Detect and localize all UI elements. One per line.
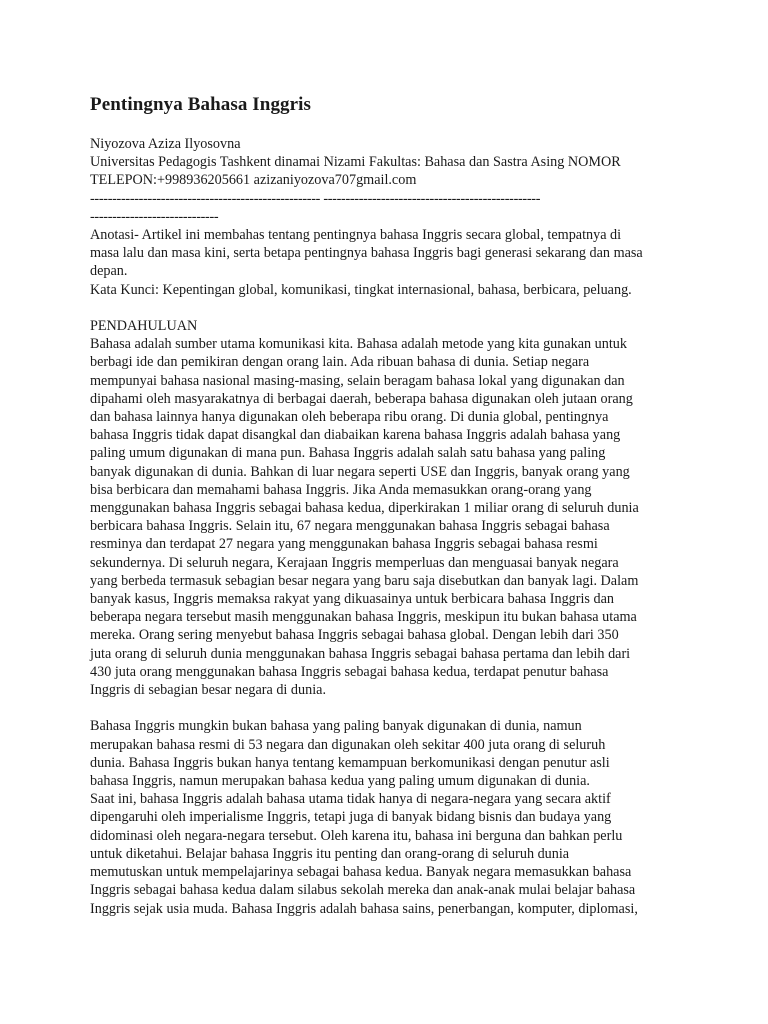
section-heading: PENDAHULUAN	[90, 318, 198, 335]
abstract-line: masa lalu dan masa kini, serta betapa pentingnya bahasa Inggris bagi generasi sekarang dan masa	[90, 245, 643, 262]
paragraph-line: yang berbeda termasuk sebagian besar negara yang baru saja disebutkan dan banyak lagi. Dalam	[90, 572, 639, 589]
paragraph-line: Saat ini, bahasa Inggris adalah bahasa utama tidak hanya di negara-negara yang secara aktif	[90, 791, 611, 808]
paragraph-line: memutuskan untuk mempelajarinya sebagai bahasa kedua. Banyak negara memasukkan bahasa	[90, 864, 632, 881]
separator-line: ---------------------------------------------------- -------------------------------------------------	[90, 190, 541, 207]
paragraph-line: dan bahasa lainnya hanya digunakan oleh beberapa ribu orang. Di dunia global, pentingnya	[90, 409, 609, 426]
abstract-block	[90, 226, 690, 299]
separator-line: -----------------------------	[90, 208, 219, 225]
paragraph-line: mempunyai bahasa nasional masing-masing, selain beragam bahasa lokal yang digunakan dan	[90, 372, 625, 389]
paragraph-line: banyak kasus, Inggris memaksa rakyat yang dikuasainya untuk berbicara bahasa Inggris dan	[90, 591, 614, 608]
paragraph-line: Inggris di sebagian besar negara di dunia.	[90, 682, 326, 699]
paragraph-line: bisa berbicara dan memahami bahasa Inggris. Jika Anda memasukkan orang-orang yang	[90, 481, 592, 498]
paragraph-line: resminya dan terdapat 27 negara yang menggunakan bahasa Inggris sebagai bahasa resmi	[90, 536, 598, 553]
paragraph-line: mereka. Orang sering menyebut bahasa Inggris sebagai bahasa global. Dengan lebih dari 350	[90, 627, 619, 644]
paragraph-line: dipengaruhi oleh imperialisme Inggris, tetapi juga di banyak bidang bisnis dan budaya yang	[90, 809, 612, 826]
paragraph-line: Bahasa Inggris mungkin bukan bahasa yang paling banyak digunakan di dunia, namun	[90, 718, 582, 735]
paragraph-line: sekundernya. Di seluruh negara, Kerajaan Inggris memperluas dan menguasai banyak negara	[90, 554, 619, 571]
paragraph-line: merupakan bahasa resmi di 53 negara dan digunakan oleh sekitar 400 juta orang di seluruh	[90, 736, 606, 753]
document-page	[90, 93, 690, 918]
abstract-line: Anotasi- Artikel ini membahas tentang pentingnya bahasa Inggris secara global, tempatnya di	[90, 227, 622, 244]
author-name: Niyozova Aziza Ilyosovna	[90, 136, 241, 152]
paragraph-line: paling umum digunakan di mana pun. Bahasa Inggris adalah salah satu bahasa yang paling	[90, 445, 606, 462]
contact-line: TELEPON:+998936205661 azizaniyozova707gmail.com	[90, 172, 417, 189]
author-block	[90, 135, 690, 226]
paragraph-2	[90, 717, 690, 917]
paragraph-line: dipahami oleh masyarakatnya di berbagai daerah, beberapa bahasa digunakan oleh jutaan orang	[90, 390, 633, 407]
abstract-line: depan.	[90, 263, 128, 280]
paragraph-line: 430 juta orang menggunakan bahasa Inggris sebagai bahasa kedua, terdapat penutur bahasa	[90, 663, 609, 680]
paragraph-line: menggunakan bahasa Inggris sebagai bahasa kedua, diperkirakan 1 miliar orang di seluruh dunia	[90, 500, 639, 517]
paragraph-1	[90, 335, 690, 699]
paragraph-line: banyak digunakan di dunia. Bahkan di luar negara seperti USE dan Inggris, banyak orang yang	[90, 463, 630, 480]
paragraph-line: Inggris sejak usia muda. Bahasa Inggris adalah bahasa sains, penerbangan, komputer, diplomasi,	[90, 900, 638, 917]
paragraph-line: berbagi ide dan pemikiran dengan orang lain. Ada ribuan bahasa di dunia. Setiap negara	[90, 354, 590, 371]
document-title: Pentingnya Bahasa Inggris	[90, 94, 312, 115]
paragraph-line: Inggris sebagai bahasa kedua dalam silabus sekolah mereka dan anak-anak mulai belajar bahasa	[90, 882, 636, 899]
paragraph-line: beberapa negara tersebut masih menggunakan bahasa Inggris, meskipun itu bukan bahasa utama	[90, 609, 637, 626]
paragraph-line: bahasa Inggris, namun merupakan bahasa kedua yang paling umum digunakan di dunia.	[90, 773, 590, 790]
paragraph-line: dunia. Bahasa Inggris bukan hanya tentang kemampuan berkomunikasi dengan penutur asli	[90, 754, 610, 771]
paragraph-line: bahasa Inggris tidak dapat disangkal dan diabaikan karena bahasa Inggris adalah bahasa yang	[90, 427, 621, 444]
paragraph-line: juta orang di seluruh dunia menggunakan bahasa Inggris sebagai bahasa pertama dan lebih dari	[90, 645, 631, 662]
paragraph-line: untuk diketahui. Belajar bahasa Inggris itu penting dan orang-orang di seluruh dunia	[90, 845, 570, 862]
paragraph-line: Bahasa adalah sumber utama komunikasi kita. Bahasa adalah metode yang kita gunakan untuk	[90, 336, 627, 353]
affiliation-line: Universitas Pedagogis Tashkent dinamai Nizami Fakultas: Bahasa dan Sastra Asing NOMOR	[90, 154, 621, 171]
keywords-line: Kata Kunci: Kepentingan global, komunikasi, tingkat internasional, bahasa, berbicara, peluang.	[90, 281, 632, 298]
paragraph-line: didominasi oleh negara-negara tersebut. Oleh karena itu, bahasa ini berguna dan bahkan perlu	[90, 827, 623, 844]
paragraph-line: berbicara bahasa Inggris. Selain itu, 67 negara menggunakan bahasa Inggris sebagai bahasa	[90, 518, 610, 535]
